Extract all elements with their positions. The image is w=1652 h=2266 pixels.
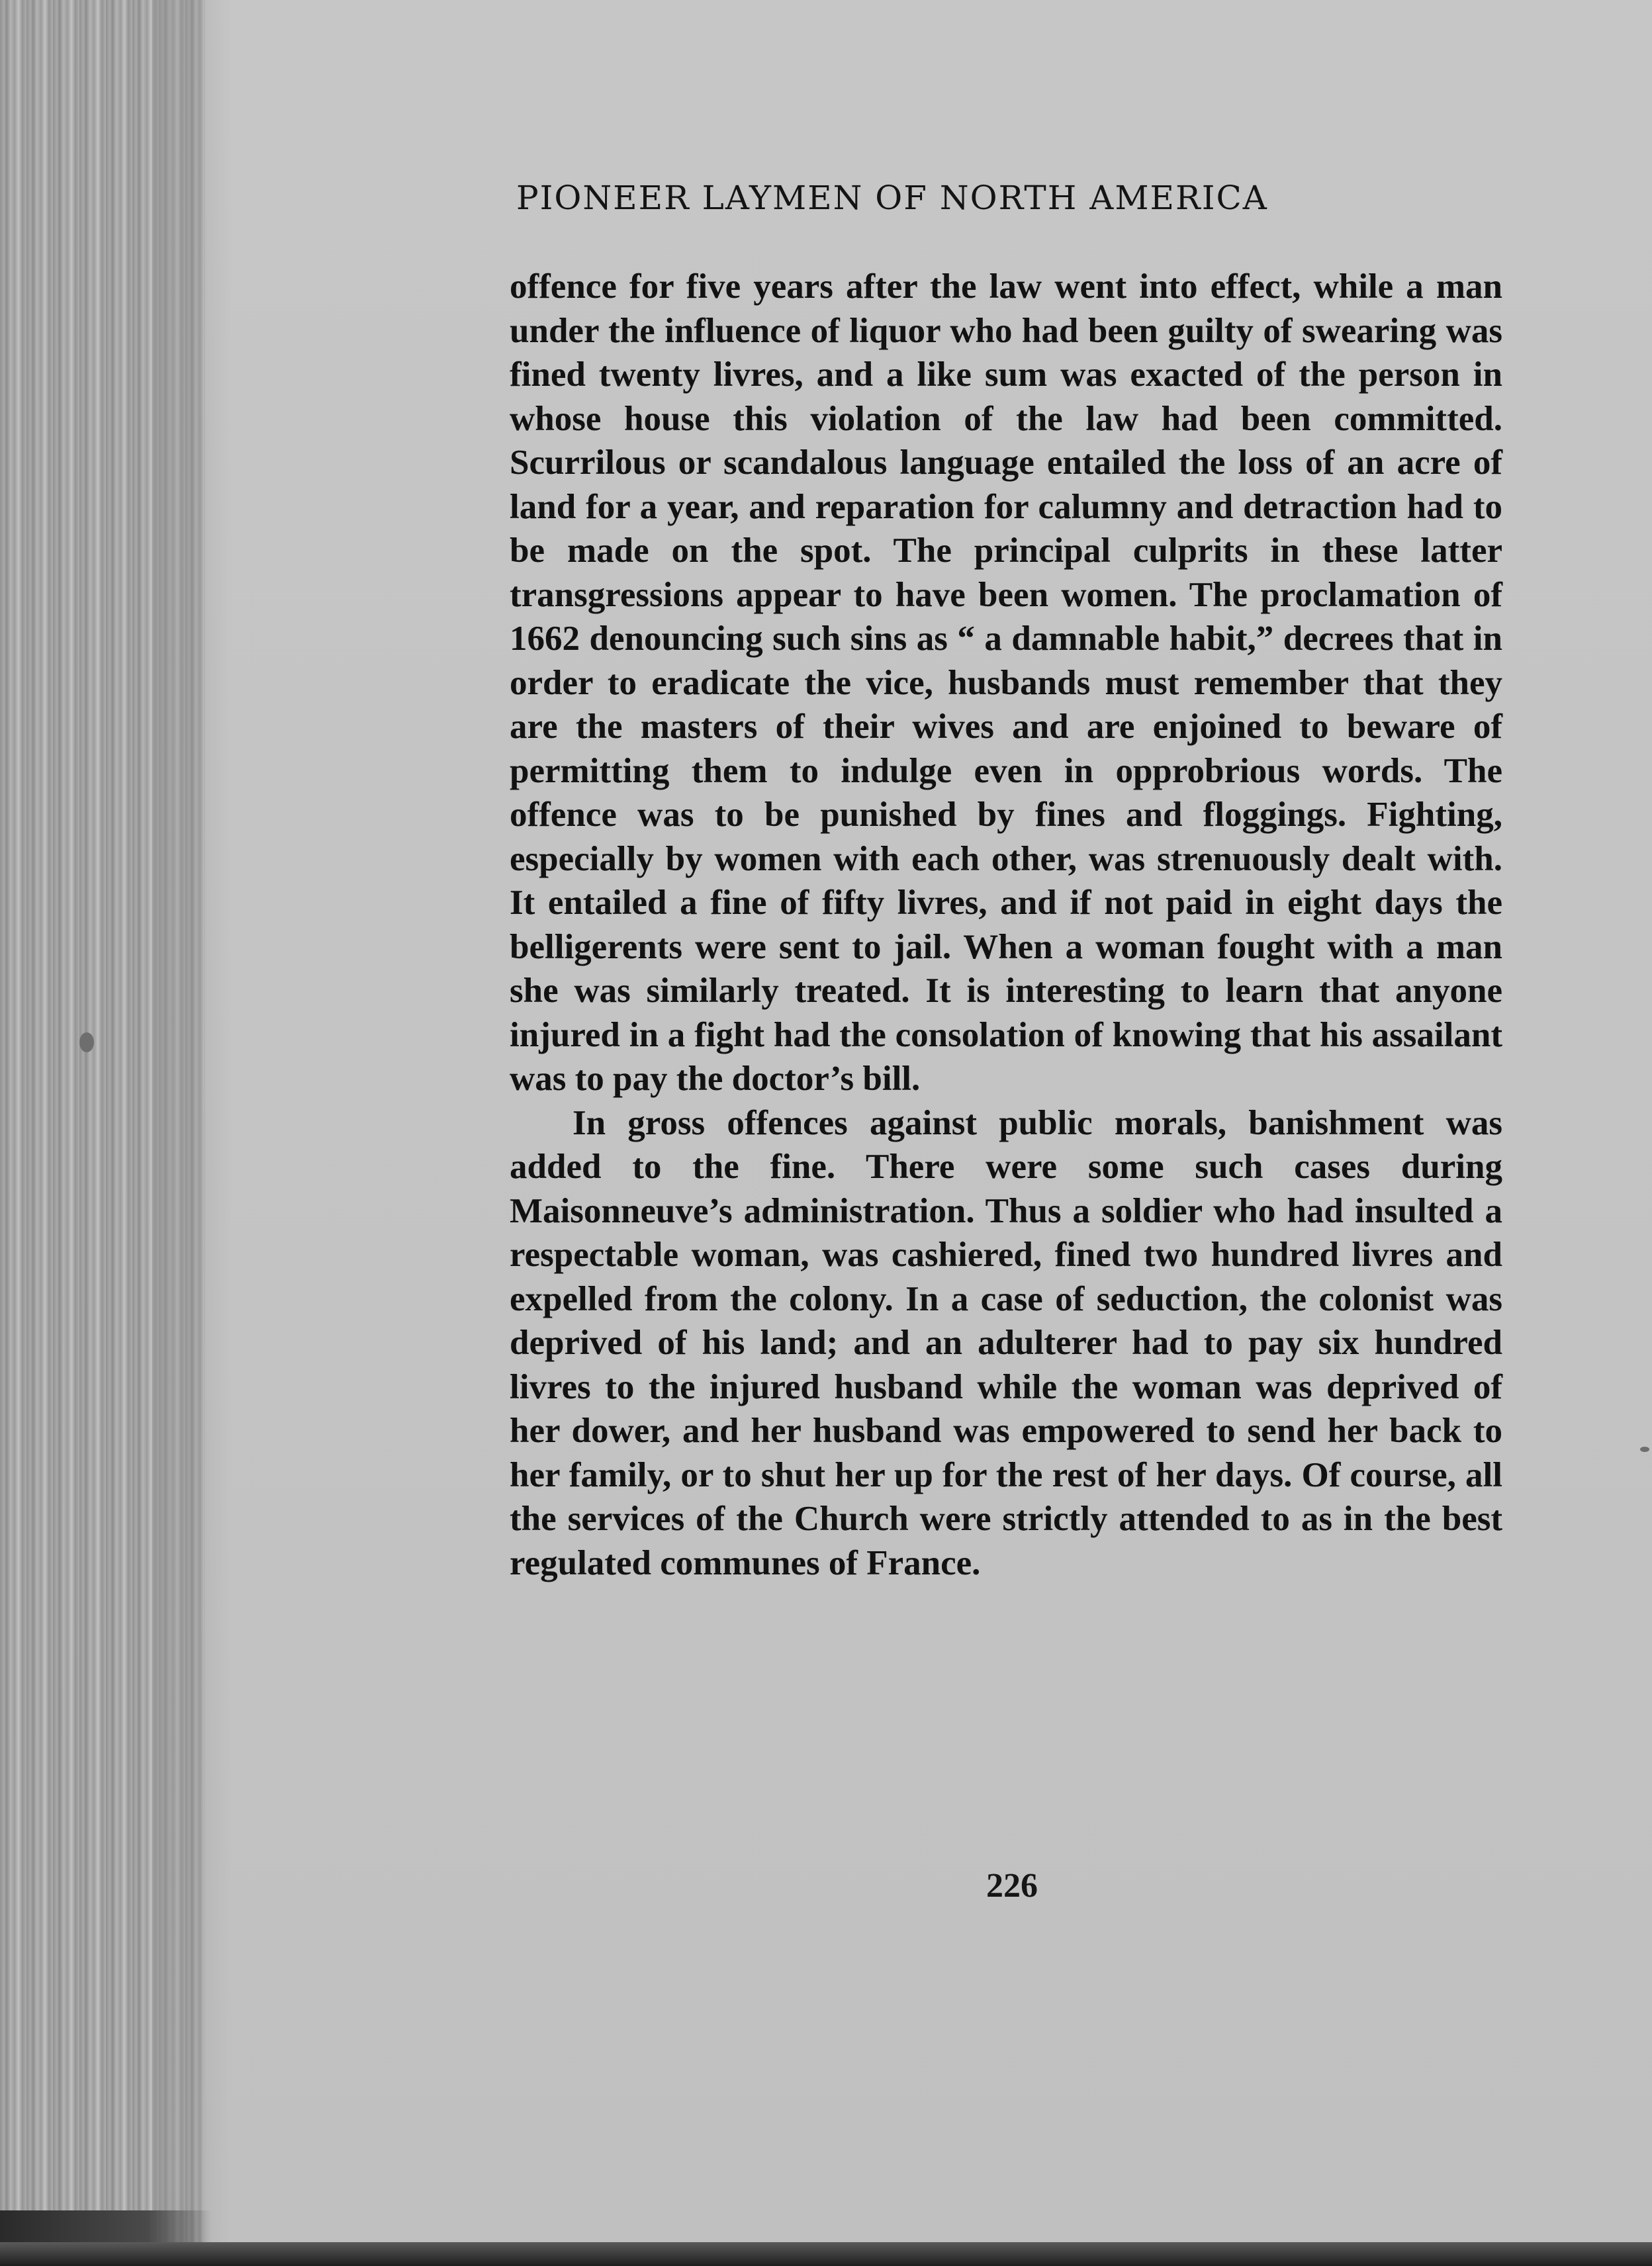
page-number: 226 [986, 1867, 1038, 1905]
paragraph-2: In gross offences against public morals, banishment was added to the fine. There were some such cases during Maisonneuve’s administration. Thus a soldier who had insulted a respectable woman, was cashiered, fined two hundred livres and expelled from the colony. In a case of seduction, the colonist was deprived of his land; and an adulterer had to pay six hundred livres to the injured husband while the woman was deprived of her dower, and her husband was empowered to send her back to her family, or to shut her up for the rest of her days. Of course, all the services of the Church were strictly attended to as in the best regulated communes of France. [510, 1103, 1502, 1582]
body-text [510, 265, 1502, 1585]
running-head: PIONEER LAYMEN OF NORTH AMERICA [516, 179, 1268, 217]
scan-bottom-edge [0, 2242, 1652, 2266]
scan-speck [79, 1032, 94, 1052]
gutter-shadow [152, 0, 232, 2266]
paragraph-1: offence for five years after the law went into effect, while a man under the influence of liquor who had been guilty of swearing was fined twenty livres, and a like sum was exacted of the person in whose house this violation of the law had been committed. Scurrilous or scandalous language entailed the loss of an acre of land for a year, and reparation for calumny and detraction had to be made on the spot. The principal culprits in these latter transgressions appear to have been women. The proclamation of 1662 denouncing such sins as “ a damnable habit,” decrees that in order to eradicate the vice, husbands must remember that they are the masters of their wives and are enjoined to beware of permitting them to indulge even in opprobrious words. The offence was to be punished by fines and floggings. Fighting, especially by women with each other, was strenuously dealt with. It entailed a fine of fifty livres, and if not paid in eight days the belligerents were sent to jail. When a woman fought with a man she was similarly treated. It is interesting to learn that anyone injured in a fight had the consolation of knowing that his assailant was to pay the doctor’s bill. [510, 267, 1502, 1098]
scan-speck [1640, 1447, 1649, 1452]
